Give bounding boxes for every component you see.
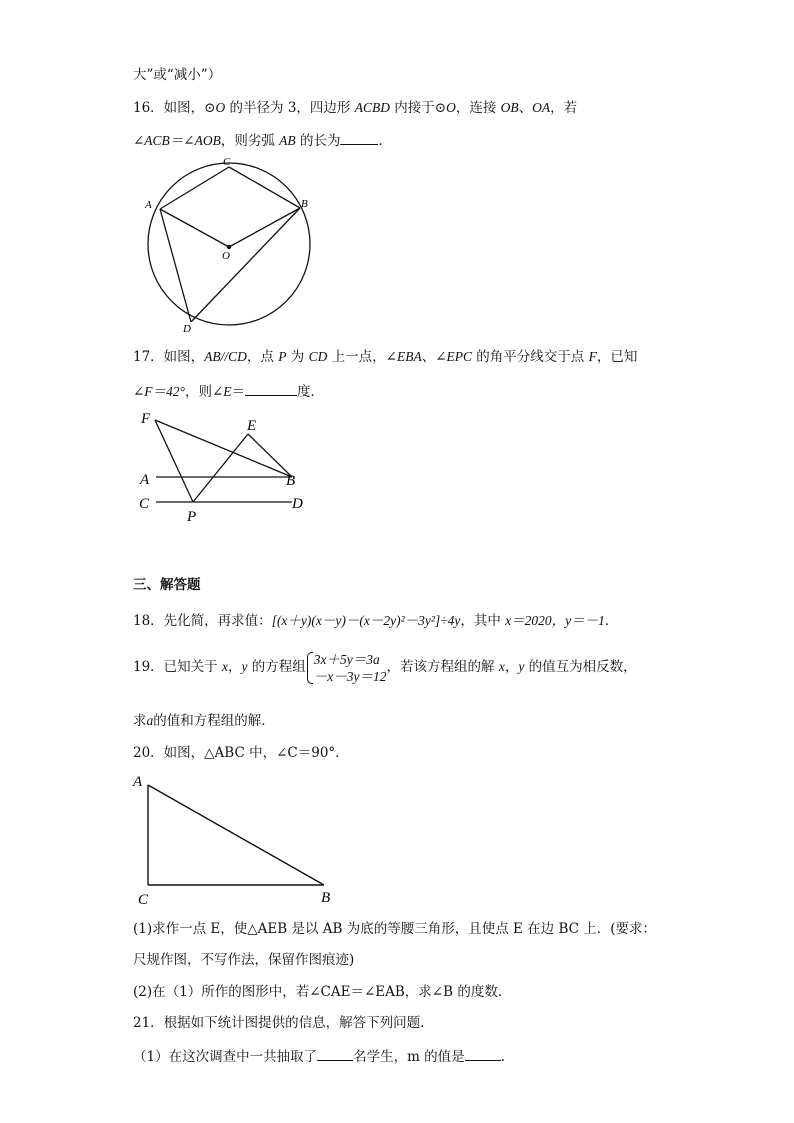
label-a: A (145, 199, 152, 211)
side-ab (148, 785, 324, 885)
q21-blank-m (465, 1046, 501, 1061)
q21-part1: （1）在这次调查中一共抽取了 名学生，m 的值是 . (133, 1046, 505, 1066)
q17-answer-blank (245, 381, 297, 396)
q17-line1: 17．如图，AB//CD，点 P 为 CD 上一点，∠EBA、∠EPC 的角平分线交于点 F，已知 (133, 349, 638, 365)
q20-part1-line2: 尺规作图，不写作法，保留作图痕迹) (133, 952, 355, 968)
segment-fp (155, 420, 193, 502)
q20-text: 20．如图，△ABC 中，∠C＝90°． (133, 745, 349, 761)
segment-fb (155, 420, 292, 477)
label-o: O (222, 250, 230, 262)
segment-ob (229, 208, 300, 247)
segment-eb (248, 434, 292, 477)
label-a: A (133, 774, 143, 790)
label-c: C (138, 892, 149, 908)
label-d: D (183, 323, 191, 335)
equation-system: 3x＋5y＝3a －x－3y＝12 (306, 651, 387, 685)
label-c: C (139, 496, 150, 512)
label-f: F (141, 411, 151, 427)
q17-line2: ∠F＝42°，则∠E＝ 度． (133, 381, 324, 401)
label-b: B (301, 198, 308, 210)
q21-text: 21．根据如下统计图提供的信息，解答下列问题. (133, 1015, 425, 1031)
q17-parallel-figure (130, 405, 330, 525)
label-p: P (187, 509, 197, 525)
q19-line1: 19．已知关于 x，y 的方程组 3x＋5y＝3a －x－3y＝12 ，若该方程组的解 x，y 的值互为相反数， (133, 651, 637, 684)
q18-line: 18．先化简，再求值：[(x＋y)(x－y)－(x－2y)²－3y²]÷4y，其中 x＝2020，y＝－1． (133, 613, 619, 629)
circle-o (148, 163, 310, 325)
label-b: B (286, 473, 296, 489)
q20-part2: (2)在（1）所作的图形中，若∠CAE＝∠EAB，求∠B 的度数． (133, 984, 512, 1000)
q16-line2: ∠ACB＝∠AOB，则劣弧 AB 的长为 ． (133, 130, 392, 150)
q20-triangle-figure (128, 768, 338, 910)
q20-part1-line1: (1)求作一点 E，使△AEB 是以 AB 为底的等腰三角形，且使点 E 在边 BC 上．(要求： (133, 921, 657, 937)
label-b: B (321, 890, 331, 906)
q16-circle-figure (140, 155, 320, 335)
segment-ao (160, 209, 229, 247)
label-c: C (223, 156, 231, 168)
top-fragment: 大”或“减小”） (133, 67, 222, 83)
label-e: E (247, 418, 257, 434)
q21-blank-count (317, 1046, 353, 1061)
q16-answer-blank (340, 130, 378, 145)
arc-ab: AB (279, 133, 296, 148)
center-point (227, 245, 231, 249)
section-title: 三、解答题 (133, 577, 201, 593)
segment-cb (229, 167, 300, 208)
segment-db (191, 208, 300, 322)
q16-line1: 16．如图，⊙O 的半径为 3，四边形 ACBD 内接于⊙O，连接 OB、OA，若 (133, 100, 578, 116)
label-a: A (140, 472, 150, 488)
segment-pe (193, 434, 248, 502)
q19-line2: 求a的值和方程组的解． (133, 713, 275, 729)
label-d: D (292, 496, 303, 512)
